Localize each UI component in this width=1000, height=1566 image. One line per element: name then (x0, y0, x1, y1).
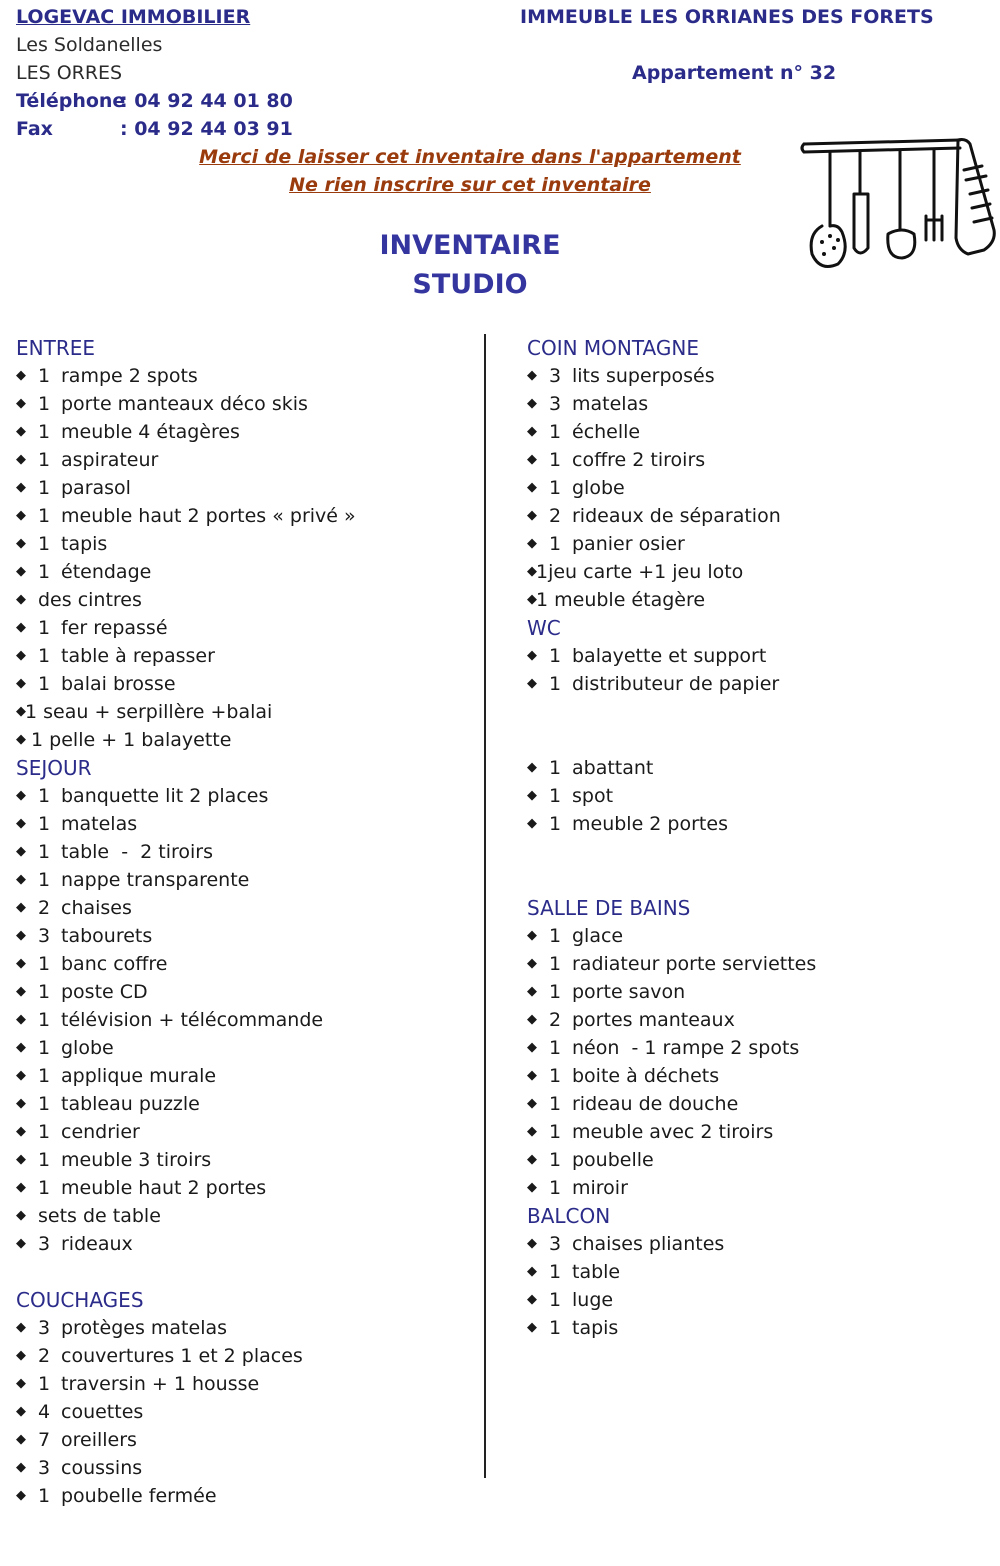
item-quantity: 1 (38, 869, 51, 891)
section-heading-salle-de-bains: SALLE DE BAINS (527, 896, 691, 920)
inventory-item (527, 390, 987, 418)
item-label: meuble avec 2 tiroirs (572, 1121, 774, 1143)
bullet-icon: ◆ (16, 424, 26, 439)
item-label: protèges matelas (61, 1317, 228, 1339)
item-quantity: 1 (549, 981, 562, 1003)
bullet-icon: ◆ (16, 1180, 26, 1195)
inventory-item (16, 474, 476, 502)
item-quantity: 3 (549, 365, 562, 387)
item-quantity: 1 (38, 533, 51, 555)
item-quantity: 1 (38, 1177, 51, 1199)
page-title: INVENTAIRE (379, 230, 561, 261)
item-quantity: 1 (38, 813, 51, 835)
item-label: rideaux (61, 1233, 133, 1255)
item-label: tabourets (61, 925, 153, 947)
item-quantity: 3 (549, 1233, 562, 1255)
section-heading-sejour: SEJOUR (16, 756, 92, 780)
inventory-item (16, 1118, 476, 1146)
item-quantity: 1 (38, 1121, 51, 1143)
item-quantity: 1 (549, 1289, 562, 1311)
inventory-item (16, 446, 476, 474)
bullet-icon: ◆ (527, 424, 537, 439)
item-quantity: 1 (38, 1485, 51, 1507)
item-quantity: 1 (549, 1177, 562, 1199)
bullet-icon: ◆ (527, 1068, 537, 1083)
item-quantity: 3 (38, 1233, 51, 1255)
item-label: tapis (572, 1317, 619, 1339)
item-label: panier osier (572, 533, 685, 555)
item-label: table à repasser (61, 645, 215, 667)
inventory-item (16, 810, 476, 838)
item-quantity: 1 (549, 1317, 562, 1339)
item-label: rampe 2 spots (61, 365, 198, 387)
item-quantity: 2 (38, 897, 51, 919)
bullet-icon: ◆ (527, 816, 537, 831)
blank-line (527, 838, 987, 866)
bullet-icon: ◆ (527, 1264, 537, 1279)
fax-label: Fax (16, 118, 53, 140)
item-label: table - 2 tiroirs (61, 841, 213, 863)
inventory-item (16, 1034, 476, 1062)
item-label: néon - 1 rampe 2 spots (572, 1037, 800, 1059)
inventory-item (16, 390, 476, 418)
item-quantity: 1 (549, 1093, 562, 1115)
inventory-item (527, 642, 987, 670)
item-label: meuble haut 2 portes « privé » (61, 505, 356, 527)
inventory-item (16, 922, 476, 950)
item-label: aspirateur (61, 449, 159, 471)
inventory-item (16, 1202, 476, 1230)
section-heading-coin-montagne: COIN MONTAGNE (527, 336, 699, 360)
item-quantity: 2 (549, 1009, 562, 1031)
item-label: miroir (572, 1177, 628, 1199)
inventory-item (527, 922, 987, 950)
bullet-icon: ◆ (16, 620, 26, 635)
inventory-item (527, 670, 987, 698)
item-quantity: 1 (38, 505, 51, 527)
inventory-item (16, 1230, 476, 1258)
inventory-item (16, 558, 476, 586)
item-label: luge (572, 1289, 614, 1311)
item-label: radiateur porte serviettes (572, 953, 817, 975)
item-label: distributeur de papier (572, 673, 780, 695)
item-quantity: 1 (549, 1121, 562, 1143)
inventory-item (527, 1230, 987, 1258)
bullet-icon: ◆ (16, 956, 26, 971)
item-quantity: 1 (38, 981, 51, 1003)
item-label: cendrier (61, 1121, 140, 1143)
item-label: couvertures 1 et 2 places (61, 1345, 303, 1367)
bullet-icon: ◆ (527, 1012, 537, 1027)
inventory-item (16, 670, 476, 698)
bullet-icon: ◆ (527, 760, 537, 775)
notice-leave-inventory: Merci de laisser cet inventaire dans l'appartement (199, 146, 741, 168)
item-quantity: 1 (38, 561, 51, 583)
bullet-icon: ◆ (16, 592, 26, 607)
item-label: balayette et support (572, 645, 767, 667)
item-label: porte manteaux déco skis (61, 393, 308, 415)
item-quantity: 1 (38, 673, 51, 695)
inventory-item (527, 1174, 987, 1202)
inventory-item (527, 1146, 987, 1174)
blank-line (16, 1258, 476, 1286)
inventory-item (527, 502, 987, 530)
item-quantity: 1 (549, 421, 562, 443)
blank-line (527, 726, 987, 754)
inventory-item (16, 1482, 476, 1510)
bullet-icon: ◆ (16, 1432, 26, 1447)
bullet-icon: ◆ (16, 1068, 26, 1083)
item-quantity: 3 (38, 1317, 51, 1339)
item-label: poubelle fermée (61, 1485, 217, 1507)
inventory-item (16, 1174, 476, 1202)
bullet-icon: ◆ (16, 564, 26, 579)
inventory-item (527, 782, 987, 810)
inventory-item (16, 1062, 476, 1090)
item-label: traversin + 1 housse (61, 1373, 260, 1395)
inventory-item (16, 1398, 476, 1426)
bullet-icon: ◆ (16, 536, 26, 551)
bullet-icon: ◆ (16, 396, 26, 411)
item-label: spot (572, 785, 614, 807)
item-quantity: 2 (38, 1345, 51, 1367)
item-label: lits superposés (572, 365, 715, 387)
item-label: rideau de douche (572, 1093, 739, 1115)
inventory-item (527, 586, 987, 614)
item-quantity: 3 (549, 393, 562, 415)
item-label: oreillers (61, 1429, 137, 1451)
item-quantity: 1 (38, 645, 51, 667)
item-label: 1 meuble étagère (536, 589, 706, 611)
bullet-icon: ◆ (527, 1180, 537, 1195)
item-label: matelas (61, 813, 138, 835)
bullet-icon: ◆ (527, 508, 537, 523)
bullet-icon: ◆ (527, 452, 537, 467)
bullet-icon: ◆ (16, 844, 26, 859)
bullet-icon: ◆ (527, 648, 537, 663)
item-label: fer repassé (61, 617, 168, 639)
bullet-icon: ◆ (16, 1404, 26, 1419)
item-quantity: 1 (38, 1065, 51, 1087)
item-quantity: 1 (38, 477, 51, 499)
bullet-icon: ◆ (16, 788, 26, 803)
inventory-item (527, 1034, 987, 1062)
item-quantity: 1 (38, 1149, 51, 1171)
item-quantity: 1 (549, 1261, 562, 1283)
fax-number: : 04 92 44 03 91 (120, 118, 293, 140)
inventory-item (16, 1342, 476, 1370)
apartment-number: Appartement n° 32 (632, 62, 837, 84)
item-label: meuble 4 étagères (61, 421, 240, 443)
bullet-icon: ◆ (527, 984, 537, 999)
inventory-item (527, 1090, 987, 1118)
inventory-item (16, 726, 476, 754)
bullet-icon: ◆ (16, 984, 26, 999)
bullet-icon: ◆ (527, 536, 537, 551)
item-label: globe (572, 477, 625, 499)
inventory-item (16, 1146, 476, 1174)
item-quantity: 1 (38, 1009, 51, 1031)
inventory-item (16, 698, 476, 726)
building-name: IMMEUBLE LES ORRIANES DES FORETS (520, 6, 934, 28)
item-quantity: 2 (549, 505, 562, 527)
item-label: matelas (572, 393, 649, 415)
item-quantity: 1 (38, 1373, 51, 1395)
item-quantity: 1 (549, 673, 562, 695)
item-quantity: 1 (549, 449, 562, 471)
item-label: rideaux de séparation (572, 505, 781, 527)
item-quantity: 1 (38, 421, 51, 443)
item-quantity: 1 (38, 1037, 51, 1059)
bullet-icon: ◆ (527, 1320, 537, 1335)
item-label: chaises (61, 897, 132, 919)
item-quantity: 1 (549, 1037, 562, 1059)
bullet-icon: ◆ (527, 788, 537, 803)
item-label: banquette lit 2 places (61, 785, 269, 807)
item-label: sets de table (38, 1205, 161, 1227)
bullet-icon: ◆ (16, 900, 26, 915)
bullet-icon: ◆ (16, 1096, 26, 1111)
item-label: couettes (61, 1401, 144, 1423)
inventory-item (16, 1006, 476, 1034)
item-label: parasol (61, 477, 131, 499)
item-quantity: 1 (549, 645, 562, 667)
item-quantity: 1 (549, 757, 562, 779)
inventory-item (527, 1314, 987, 1342)
inventory-item (16, 866, 476, 894)
bullet-icon: ◆ (16, 1376, 26, 1391)
inventory-item (16, 1454, 476, 1482)
inventory-item (16, 362, 476, 390)
inventory-item (16, 782, 476, 810)
item-quantity: 7 (38, 1429, 51, 1451)
agency-name: LOGEVAC IMMOBILIER (16, 6, 251, 28)
item-label: des cintres (38, 589, 142, 611)
bullet-icon: ◆ (16, 1208, 26, 1223)
item-label: étendage (61, 561, 152, 583)
item-quantity: 1 (549, 1065, 562, 1087)
bullet-icon: ◆ (527, 928, 537, 943)
blank-line (527, 698, 987, 726)
item-label: coffre 2 tiroirs (572, 449, 706, 471)
inventory-item (16, 1090, 476, 1118)
item-quantity: 1 (38, 449, 51, 471)
item-quantity: 1 (549, 925, 562, 947)
inventory-item (16, 530, 476, 558)
inventory-item (16, 1314, 476, 1342)
item-quantity: 1 (38, 841, 51, 863)
bullet-icon: ◆ (16, 928, 26, 943)
item-label: 1jeu carte +1 jeu loto (536, 561, 744, 583)
inventory-item (527, 1118, 987, 1146)
bullet-icon: ◆ (527, 676, 537, 691)
item-label: 1 seau + serpillère +balai (25, 701, 273, 723)
bullet-icon: ◆ (16, 1152, 26, 1167)
item-label: porte savon (572, 981, 686, 1003)
inventory-item (527, 474, 987, 502)
item-label: globe (61, 1037, 114, 1059)
item-label: portes manteaux (572, 1009, 735, 1031)
inventory-item (527, 950, 987, 978)
bullet-icon: ◆ (527, 1040, 537, 1055)
bullet-icon: ◆ (16, 1348, 26, 1363)
bullet-icon: ◆ (16, 648, 26, 663)
inventory-item (527, 362, 987, 390)
bullet-icon: ◆ (16, 452, 26, 467)
inventory-item (527, 446, 987, 474)
bullet-icon: ◆ (16, 676, 26, 691)
item-quantity: 1 (549, 785, 562, 807)
bullet-icon: ◆ (527, 592, 537, 607)
inventory-item (16, 502, 476, 530)
item-quantity: 1 (549, 477, 562, 499)
bullet-icon: ◆ (16, 368, 26, 383)
inventory-item (16, 894, 476, 922)
item-label: applique murale (61, 1065, 217, 1087)
inventory-item (527, 530, 987, 558)
bullet-icon: ◆ (527, 396, 537, 411)
bullet-icon: ◆ (16, 1320, 26, 1335)
inventory-item (16, 418, 476, 446)
item-label: poubelle (572, 1149, 654, 1171)
bullet-icon: ◆ (527, 1152, 537, 1167)
item-label: meuble 3 tiroirs (61, 1149, 212, 1171)
item-quantity: 4 (38, 1401, 51, 1423)
bullet-icon: ◆ (16, 816, 26, 831)
inventory-item (16, 1370, 476, 1398)
item-quantity: 1 (38, 1093, 51, 1115)
bullet-icon: ◆ (16, 732, 26, 747)
inventory-item (16, 1426, 476, 1454)
notice-do-not-write: Ne rien inscrire sur cet inventaire (289, 174, 651, 196)
item-label: tableau puzzle (61, 1093, 200, 1115)
inventory-item (16, 586, 476, 614)
item-quantity: 1 (38, 785, 51, 807)
inventory-item (527, 558, 987, 586)
item-label: balai brosse (61, 673, 176, 695)
item-quantity: 1 (38, 617, 51, 639)
inventory-left-column (16, 334, 476, 1510)
bullet-icon: ◆ (16, 1124, 26, 1139)
bullet-icon: ◆ (16, 480, 26, 495)
item-label: nappe transparente (61, 869, 250, 891)
item-label: glace (572, 925, 624, 947)
item-quantity: 1 (549, 813, 562, 835)
bullet-icon: ◆ (527, 564, 537, 579)
inventory-item (527, 978, 987, 1006)
item-quantity: 1 (38, 393, 51, 415)
kitchen-utensils-icon (798, 130, 998, 280)
bullet-icon: ◆ (527, 1292, 537, 1307)
column-divider (484, 334, 486, 1478)
section-heading-entree: ENTREE (16, 336, 95, 360)
inventory-item (527, 1062, 987, 1090)
item-label: poste CD (61, 981, 148, 1003)
item-quantity: 1 (549, 533, 562, 555)
inventory-item (527, 418, 987, 446)
bullet-icon: ◆ (527, 1236, 537, 1251)
item-label: meuble haut 2 portes (61, 1177, 267, 1199)
item-label: échelle (572, 421, 641, 443)
item-label: banc coffre (61, 953, 168, 975)
phone-label: Téléphone (16, 90, 126, 112)
inventory-item (527, 1006, 987, 1034)
bullet-icon: ◆ (16, 872, 26, 887)
item-quantity: 1 (38, 953, 51, 975)
section-heading-balcon: BALCON (527, 1204, 611, 1228)
blank-line (527, 866, 987, 894)
inventory-item (16, 838, 476, 866)
bullet-icon: ◆ (16, 508, 26, 523)
inventory-item (527, 810, 987, 838)
item-quantity: 1 (549, 953, 562, 975)
agency-address-line2: LES ORRES (16, 62, 123, 84)
item-quantity: 3 (38, 1457, 51, 1479)
agency-address-line1: Les Soldanelles (16, 34, 163, 56)
bullet-icon: ◆ (527, 1096, 537, 1111)
inventory-item (16, 614, 476, 642)
inventory-right-column (527, 334, 987, 1342)
bullet-icon: ◆ (527, 368, 537, 383)
inventory-item (527, 1258, 987, 1286)
bullet-icon: ◆ (16, 1488, 26, 1503)
section-heading-couchages: COUCHAGES (16, 1288, 144, 1312)
inventory-item (16, 950, 476, 978)
section-heading-wc: WC (527, 616, 561, 640)
phone-number: : 04 92 44 01 80 (120, 90, 293, 112)
item-label: chaises pliantes (572, 1233, 725, 1255)
item-label: table (572, 1261, 621, 1283)
bullet-icon: ◆ (527, 956, 537, 971)
item-quantity: 1 (549, 1149, 562, 1171)
item-label: 1 pelle + 1 balayette (25, 729, 232, 751)
inventory-item (16, 978, 476, 1006)
item-label: télévision + télécommande (61, 1009, 324, 1031)
bullet-icon: ◆ (16, 1012, 26, 1027)
bullet-icon: ◆ (16, 704, 26, 719)
item-label: tapis (61, 533, 108, 555)
bullet-icon: ◆ (527, 1124, 537, 1139)
item-quantity: 1 (38, 365, 51, 387)
inventory-item (16, 642, 476, 670)
item-label: meuble 2 portes (572, 813, 728, 835)
inventory-item (527, 754, 987, 782)
item-label: boite à déchets (572, 1065, 720, 1087)
item-label: abattant (572, 757, 654, 779)
bullet-icon: ◆ (527, 480, 537, 495)
inventory-item (527, 1286, 987, 1314)
bullet-icon: ◆ (16, 1236, 26, 1251)
page-subtitle: STUDIO (412, 269, 528, 300)
bullet-icon: ◆ (16, 1040, 26, 1055)
item-label: coussins (61, 1457, 143, 1479)
item-quantity: 3 (38, 925, 51, 947)
bullet-icon: ◆ (16, 1460, 26, 1475)
